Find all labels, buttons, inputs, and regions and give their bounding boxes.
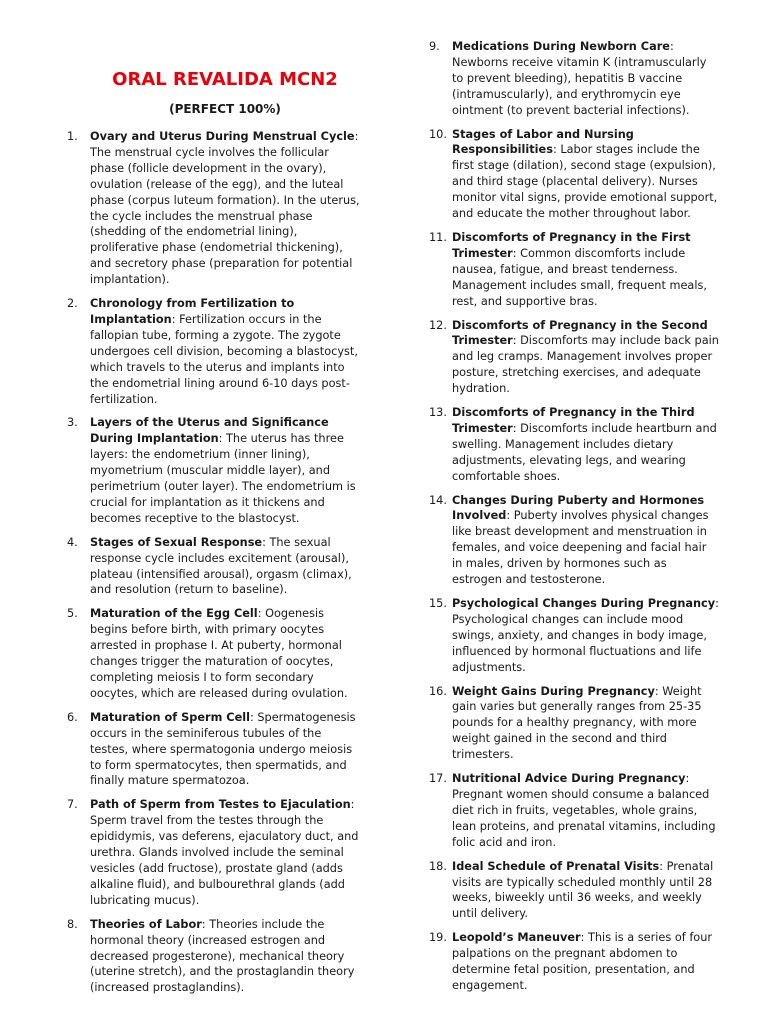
list-item (424, 596, 720, 676)
left-column (62, 129, 360, 1004)
item-heading: Stages of Labor and Nursing Responsibilities (452, 127, 634, 157)
list-item (424, 230, 720, 310)
item-text: : Psychological changes can include mood swings, anxiety, and changes in body image, influenced by hormonal fluctuations and life adjustments. (452, 597, 719, 674)
item-text: : Pregnant women should consume a balanced diet rich in fruits, vegetables, whole grains, lean proteins, and prenatal vitamins, including folic acid and iron. (452, 772, 716, 849)
item-number: 5. (67, 607, 78, 621)
item-heading: Nutritional Advice During Pregnancy (452, 772, 686, 786)
item-text: : Sperm travel from the testes through the epididymis, vas deferens, ejaculatory duct, and urethra. Glands involved include the seminal vesicles (add fructose), prostate gland (adds alkaline fluid), and bulbourethral glands (add lubricating mucus). (90, 798, 359, 907)
item-text: : Newborns receive vitamin K (intramuscularly to prevent bleeding), hepatitis B vaccine (intramuscularly), and erythromycin eye ointment (to prevent bacterial infections). (452, 40, 707, 117)
list-item (62, 710, 360, 790)
item-heading: Medications During Newborn Care (452, 40, 670, 53)
topic-list-right (424, 39, 720, 994)
item-number: 8. (67, 917, 78, 931)
topic-list-left (62, 129, 360, 996)
item-heading: Ideal Schedule of Prenatal Visits (452, 859, 660, 873)
item-heading: Weight Gains During Pregnancy (452, 684, 655, 698)
item-heading: Discomforts of Pregnancy in the Third Trimester (452, 406, 695, 435)
item-number: 4. (67, 535, 78, 549)
list-item (424, 493, 720, 588)
document-subtitle: (PERFECT 100%) (169, 102, 281, 116)
list-item (62, 129, 360, 288)
item-heading: Layers of the Uterus and Significance During Implantation (90, 416, 329, 446)
list-item (424, 318, 720, 398)
item-text: : The uterus has three layers: the endometrium (inner lining), myometrium (muscular middle layer), and perimetrium (outer layer). The endometrium is crucial for implantation as it thickens and becomes receptive to the blastocyst. (90, 432, 356, 525)
item-text: : Prenatal visits are typically scheduled monthly until 28 weeks, biweekly until 36 weeks, and weekly until delivery. (452, 859, 714, 921)
list-item (62, 415, 360, 526)
item-text: : Fertilization occurs in the fallopian tube, forming a zygote. The zygote undergoes cell division, becoming a blastocyst, which travels to the uterus and implants into the endometrial lining around 6-10 days post-fertilization. (90, 312, 358, 406)
list-item (424, 127, 720, 222)
item-text: : Oogenesis begins before birth, with primary oocytes arrested in prophase I. At puberty, hormonal changes trigger the maturation of oocytes, completing meiosis I to form secondary oocytes, which are released during ovulation. (90, 607, 348, 700)
item-heading: Path of Sperm from Testes to Ejaculation (90, 798, 351, 812)
item-number: 2. (67, 297, 78, 311)
item-number: 7. (67, 798, 78, 812)
item-number: 10. (429, 127, 447, 141)
item-heading: Discomforts of Pregnancy in the First Trimester (452, 230, 691, 260)
list-item (424, 771, 720, 851)
item-text: : Weight gain varies but generally ranges from 25-35 pounds for a healthy pregnancy, with more weight gained in the second and third trimesters. (452, 684, 702, 762)
item-number: 1. (67, 130, 78, 143)
list-item (424, 39, 720, 119)
item-heading: Maturation of the Egg Cell (90, 607, 258, 621)
item-number: 19. (429, 931, 447, 945)
item-number: 16. (429, 684, 447, 698)
list-item (62, 797, 360, 908)
item-text: : Discomforts may include back pain and leg cramps. Management involves proper posture, stretching exercises, and adequate hydration. (452, 334, 719, 396)
item-number: 14. (429, 493, 447, 507)
item-number: 13. (429, 406, 447, 420)
list-item (424, 930, 720, 994)
item-number: 9. (429, 40, 440, 53)
item-text: : This is a series of four palpations on the pregnant abdomen to determine fetal position, presentation, and engagement. (452, 931, 713, 992)
list-item (62, 535, 360, 599)
item-text: : Labor stages include the first stage (dilation), second stage (expulsion), and third stage (placental delivery). Nurses monitor vital signs, provide emotional support, and educate the mother throughout labor. (452, 143, 718, 221)
item-number: 15. (429, 597, 447, 610)
item-text: : Spermatogenesis occurs in the seminiferous tubules of the testes, where spermatogonia undergo meiosis to form spermatocytes, then spermatids, and finally mature spermatozoa. (90, 710, 356, 788)
list-item (62, 606, 360, 701)
list-item (62, 296, 360, 407)
item-heading: Leopold’s Maneuver (452, 931, 581, 945)
list-item (62, 917, 360, 997)
item-text: : Common discomforts include nausea, fatigue, and breast tenderness. Management includes small, frequent meals, rest, and supportive bras. (452, 246, 707, 308)
item-heading: Chronology from Fertilization to Implantation (90, 297, 295, 326)
item-text: : Discomforts include heartburn and swelling. Management includes dietary adjustments, elevating legs, and wearing comfortable shoes. (452, 421, 717, 483)
item-heading: Ovary and Uterus During Menstrual Cycle (90, 130, 355, 143)
item-heading: Maturation of Sperm Cell (90, 710, 250, 724)
item-heading: Discomforts of Pregnancy in the Second Trimester (452, 318, 708, 348)
item-heading: Stages of Sexual Response (90, 535, 263, 549)
item-heading: Psychological Changes During Pregnancy (452, 597, 716, 610)
item-number: 6. (67, 710, 78, 724)
document-title: ORAL REVALIDA MCN2 (112, 69, 338, 90)
item-number: 12. (429, 318, 447, 332)
item-text: : Theories include the hormonal theory (increased estrogen and decreased progesterone), mechanical theory (uterine stretch), and the prostaglandin theory (increased prostaglandins). (90, 917, 355, 995)
item-text: : The sexual response cycle includes excitement (arousal), plateau (intensified arousal), orgasm (climax), and resolution (return to baseline). (90, 535, 352, 597)
item-number: 3. (67, 416, 78, 430)
item-number: 18. (429, 859, 447, 873)
right-column (424, 39, 720, 1002)
item-number: 11. (429, 230, 447, 244)
list-item (424, 684, 720, 764)
item-number: 17. (429, 772, 447, 786)
list-item (424, 859, 720, 923)
item-heading: Changes During Puberty and Hormones Involved (452, 493, 705, 523)
list-item (424, 405, 720, 485)
item-text: : The menstrual cycle involves the follicular phase (follicle development in the ovary), ovulation (release of the egg), and the luteal phase (corpus luteum formation). In the uterus, the cycle includes the menstrual phase (shedding of the endometrial lining), proliferative phase (endometrial thickening), and secretory phase (preparation for potential implantation). (90, 130, 360, 287)
item-heading: Theories of Labor (90, 917, 202, 931)
item-text: : Puberty involves physical changes like breast development and menstruation in females, and voice deepening and facial hair in males, driven by hormones such as estrogen and testosterone. (452, 509, 709, 587)
